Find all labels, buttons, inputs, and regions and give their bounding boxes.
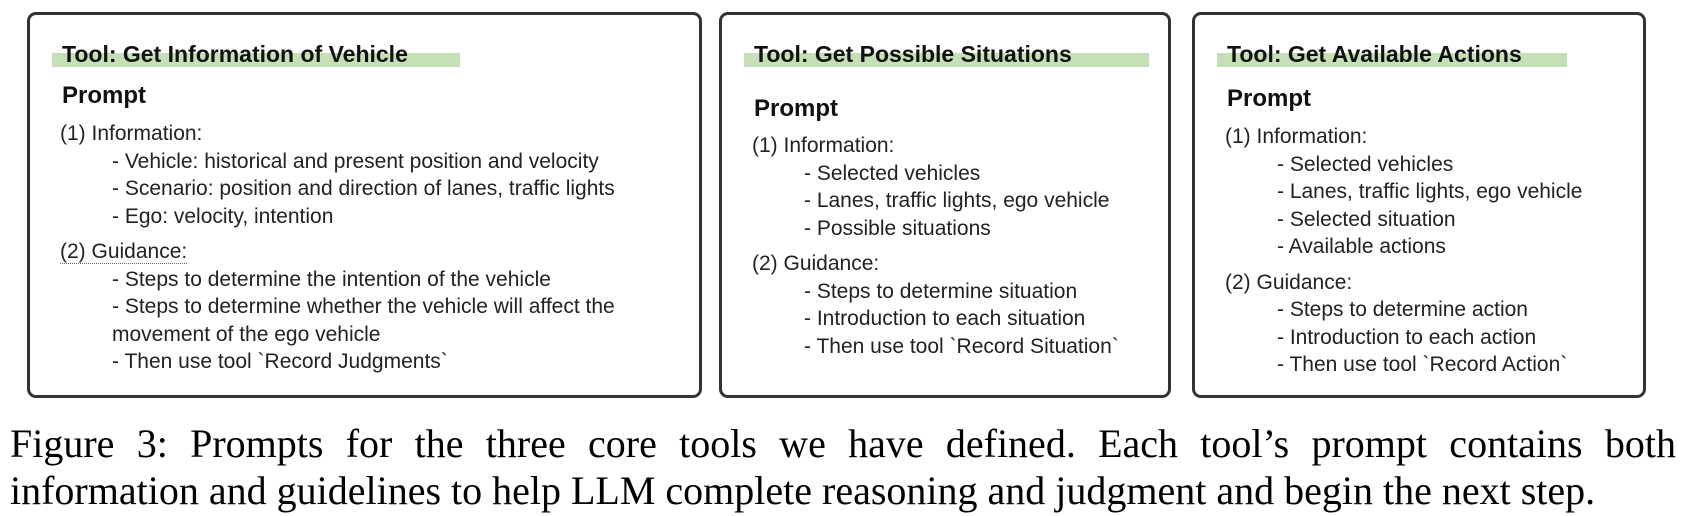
- section-label: (2) Guidance:: [752, 252, 880, 275]
- list-item: - Selected situation: [1277, 207, 1456, 231]
- section-label: (2) Guidance:: [1225, 270, 1353, 294]
- list-item: - Lanes, traffic lights, ego vehicle: [804, 189, 1110, 212]
- list-item: - Vehicle: historical and present position and velocity: [112, 149, 599, 173]
- list-item: - Steps to determine the intention of the vehicle: [112, 267, 551, 291]
- section-label: (1) Information:: [752, 134, 895, 157]
- information-section: [752, 132, 1156, 242]
- prompt-heading: Prompt: [1227, 85, 1311, 112]
- list-item: - Then use tool `Record Action`: [1277, 353, 1568, 376]
- information-section: [1225, 123, 1631, 261]
- prompt-body: [1225, 123, 1631, 379]
- tool-title: Tool: Get Available Actions: [1217, 39, 1567, 67]
- information-section: [60, 120, 687, 230]
- guidance-label-text: (2) Guidance:: [60, 240, 188, 263]
- tool-title: Tool: Get Possible Situations: [744, 39, 1149, 67]
- list-item: - Steps to determine whether the vehicle will affect the movement of the ego vehicle: [112, 295, 615, 346]
- prompt-heading: Prompt: [62, 82, 146, 109]
- list-item: - Steps to determine situation: [804, 279, 1078, 303]
- guidance-section: [752, 250, 1156, 360]
- prompt-body: [752, 132, 1156, 360]
- list-item: - Then use tool `Record Judgments`: [112, 350, 448, 373]
- tool-title: Tool: Get Information of Vehicle: [52, 39, 460, 67]
- tool-panel-get-information-of-vehicle: [27, 12, 702, 398]
- figure-caption: [10, 420, 1676, 514]
- list-item: - Scenario: position and direction of lanes, traffic lights: [112, 177, 615, 200]
- section-label: [60, 238, 687, 266]
- list-item: - Introduction to each situation: [804, 307, 1086, 330]
- list-item: - Ego: velocity, intention: [112, 204, 334, 228]
- list-item: - Introduction to each action: [1277, 325, 1537, 349]
- list-item: - Available actions: [1277, 235, 1446, 258]
- tool-panel-get-possible-situations: [719, 12, 1171, 398]
- guidance-section: [60, 238, 687, 376]
- section-label: (1) Information:: [1225, 125, 1368, 148]
- list-item: - Then use tool `Record Situation`: [804, 334, 1119, 358]
- list-item: - Possible situations: [804, 216, 991, 240]
- caption-line-1: Figure 3: Prompts for the three core tools we have defined. Each tool’s prompt contains both: [10, 421, 1676, 466]
- caption-line-2: information and guidelines to help LLM complete reasoning and judgment and begin the next step.: [10, 468, 1596, 513]
- tool-panel-get-available-actions: [1192, 12, 1646, 398]
- list-item: - Selected vehicles: [804, 161, 981, 185]
- list-item: - Steps to determine action: [1277, 298, 1528, 321]
- prompt-heading: Prompt: [754, 95, 838, 122]
- list-item: - Lanes, traffic lights, ego vehicle: [1277, 180, 1583, 203]
- guidance-section: [1225, 269, 1631, 379]
- list-item: - Selected vehicles: [1277, 152, 1454, 176]
- section-label: (1) Information:: [60, 122, 203, 145]
- prompt-body: [60, 120, 687, 376]
